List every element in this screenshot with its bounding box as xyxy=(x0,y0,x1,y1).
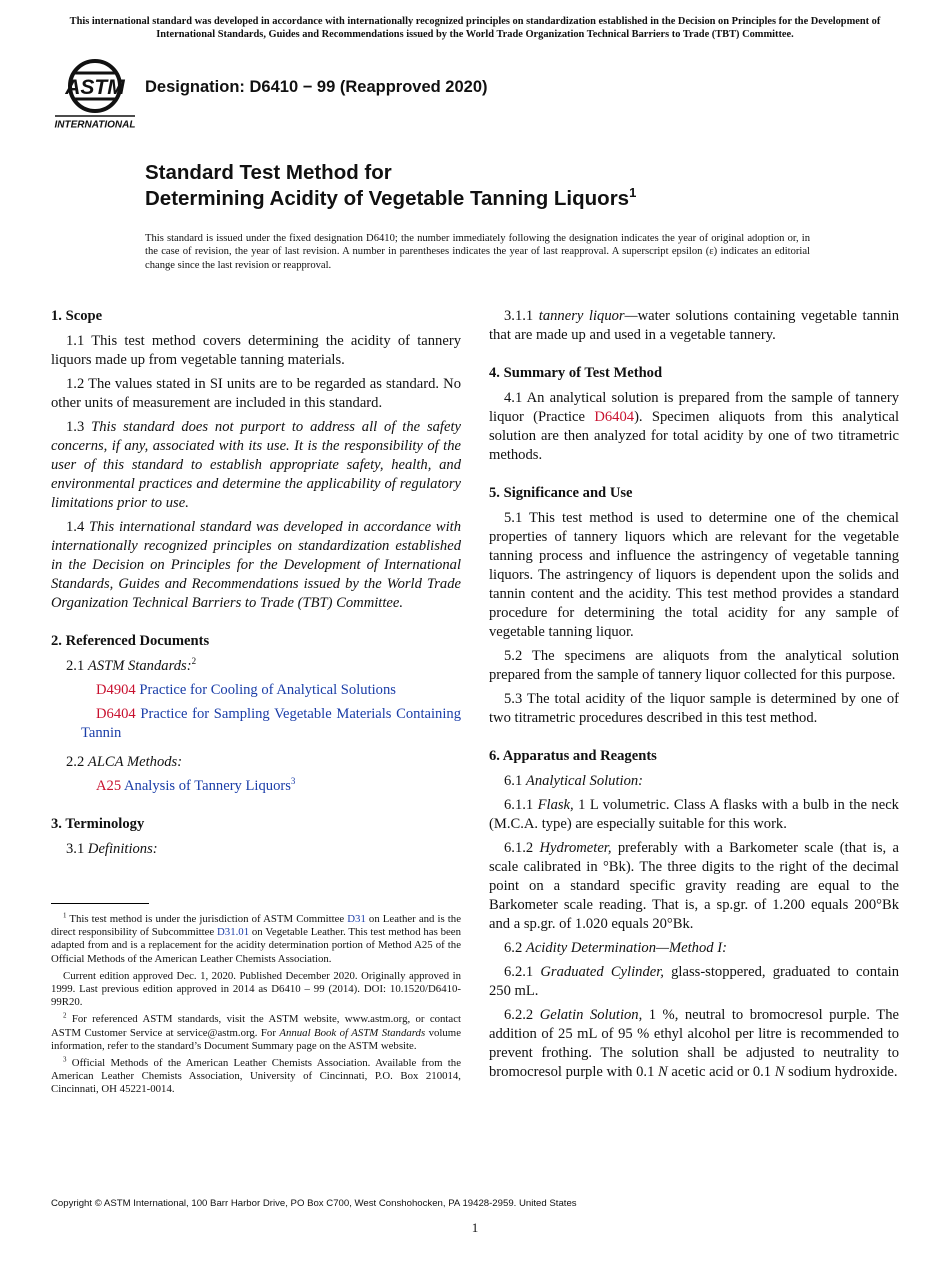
d31-link[interactable]: D31 xyxy=(347,913,366,925)
para-6-1: 6.1 Analytical Solution: xyxy=(504,773,644,789)
ref-d6404[interactable] xyxy=(51,705,461,743)
title-footnote-mark: 1 xyxy=(629,185,637,201)
title-line-2 xyxy=(145,186,636,212)
para-6-2-1: 6.2.1 Graduated Cylinder, glass-stoppered, graduated to contain 250 mL. xyxy=(489,964,899,999)
copyright-notice: Copyright © ASTM International, 100 Barr Harbor Drive, PO Box C700, West Conshohocken, PA 19428-2959. United States xyxy=(51,1198,577,1209)
astm-international-logo xyxy=(54,56,136,134)
astm-logo-icon xyxy=(54,56,136,134)
title-line-1: Standard Test Method for xyxy=(145,161,392,184)
para-1-4: 1.4 This international standard was developed in accordance with internationally recognized principles on standardization established in the Decision on Principles for the Development of International Standards, Guides and Recommendations issued by the World Trade Organization Technical Barriers to Trade (TBT) Committee. xyxy=(51,519,462,611)
footnote-3: $^3$ Official Methods of the American Leather Chemists Association. Available from the American Leather Chemists Association, University of Cincinnati, P.O. Box 210014, Cincinnati, OH 45221-0014. xyxy=(51,1055,461,1096)
para-1-2: 1.2 The values stated in SI units are to be regarded as standard. No other units of measurement are included in this standard. xyxy=(51,376,461,411)
para-4-1: 4.1 An analytical solution is prepared from the sample of tannery liquor (Practice D6404). Specimen aliquots from this analytical solution are then analyzed for total acidity by one of two titrametric methods. xyxy=(489,390,900,463)
logo-wordmark: ASTM xyxy=(65,76,125,99)
document-title xyxy=(145,160,636,212)
section-heading-referenced-documents: 2. Referenced Documents xyxy=(51,633,210,649)
ref-title-link[interactable]: Practice for Sampling Vegetable Materials Containing Tannin xyxy=(81,706,461,741)
ref-d4904[interactable] xyxy=(51,681,461,700)
d6404-link[interactable]: D6404 xyxy=(594,409,635,425)
para-6-2: 6.2 Acidity Determination—Method I: xyxy=(504,940,727,956)
page-number: 1 xyxy=(471,1220,479,1235)
right-column xyxy=(489,307,899,1087)
section-heading-summary: 4. Summary of Test Method xyxy=(489,365,663,381)
ref-title-link[interactable]: Practice for Cooling of Analytical Solutions xyxy=(139,682,396,698)
ref-title-link[interactable]: Analysis of Tannery Liquors xyxy=(123,778,291,794)
ref-code-link[interactable]: D6404 xyxy=(96,706,136,722)
footnote-1: $^1$ This test method is under the jurisdiction of ASTM Committee D31 on Leather and is the direct responsibility of Subcommittee D31.01 on Vegetable Leather. This test method has been adapted from and is a replacement for the acidity determination portion of Method A25 of the Official Methods of the American Leather Chemists Association. xyxy=(51,911,462,965)
section-heading-significance: 5. Significance and Use xyxy=(489,485,633,501)
ref-code-link[interactable]: A25 xyxy=(96,778,122,794)
designation: Designation: D6410 − 99 (Reapproved 2020) xyxy=(145,78,488,96)
footnote-divider xyxy=(51,903,149,904)
footnote-2: $^2$ For referenced ASTM standards, visit the ASTM website, www.astm.org, or contact ASTM Customer Service at service@astm.org. For Annual Book of ASTM Standards volume information, refer to the standard’s Document Summary page on the ASTM website. xyxy=(51,1011,461,1052)
para-5-2: 5.2 The specimens are aliquots from the analytical solution prepared from the sample of tannery liquor collected for this purpose. xyxy=(489,648,899,683)
para-5-1: 5.1 This test method is used to determine one of the chemical properties of tannery liquors which are relevant for the vegetable tanning process and influence the astringency of vegetable tanning liquors. The astringency of liquors is dependent upon the solids and tannin content and the acidity. This test method provides a standard procedure for determining the total acidity for any sample of vegetable tanning liquor. xyxy=(489,510,899,640)
section-heading-terminology: 3. Terminology xyxy=(51,816,145,832)
issued-note: This standard is issued under the fixed designation D6410; the number immediately following the designation indicates the year of original adoption or, in the case of revision, the year of last revision. A number in parentheses indicates the year of last reapproval. A superscript epsilon (ε) indicates an editorial change since the last revision or reapproval. xyxy=(145,233,810,271)
footnotes xyxy=(51,913,461,1101)
d31-01-link[interactable]: D31.01 xyxy=(217,926,250,939)
section-heading-apparatus: 6. Apparatus and Reagents xyxy=(489,748,657,764)
left-column xyxy=(51,307,461,864)
ref-code-link[interactable]: D4904 xyxy=(96,682,136,698)
para-2-2: 2.2 ALCA Methods: xyxy=(66,754,183,770)
para-1-3: 1.3 This standard does not purport to address all of the safety concerns, if any, associated with its use. It is the responsibility of the user of this standard to establish appropriate safety, health, and environmental practices and determine the applicability of regulatory limitations prior to use. xyxy=(51,419,461,511)
section-heading-scope: 1. Scope xyxy=(51,308,103,324)
para-1-1: 1.1 This test method covers determining the acidity of tannery liquors made up from vegetable tanning materials. xyxy=(51,333,461,368)
logo-subtitle: INTERNATIONAL xyxy=(54,119,136,131)
para-6-1-2: 6.1.2 Hydrometer, preferably with a Barkometer scale (that is, a scale calibrated in °Bk). The three digits to the right of the decimal point on a standard specific gravity reading are equal to the Barkometer scale reading. That is, a sp.gr. of 1.200 equals 200°Bk and a sp.gr. of 1.020 equals 20°Bk. xyxy=(489,840,899,932)
para-3-1-1: 3.1.1 tannery liquor—water solutions containing vegetable tannin that are made up and used in a vegetable tannery. xyxy=(489,308,899,343)
para-5-3: 5.3 The total acidity of the liquor sample is determined by one of two titrametric procedures described in this test method. xyxy=(489,691,899,726)
international-standard-notice: This international standard was developed in accordance with internationally recognized principles on standardization established in the Decision on Principles for the Development of International Standards, Guides and Recommendations issued by the World Trade Organization Technical Barriers to Trade (TBT) Committee. xyxy=(69,16,881,40)
para-6-1-1: 6.1.1 Flask, 1 L volumetric. Class A flasks with a bulb in the neck (M.C.A. type) are especially suitable for this work. xyxy=(489,797,899,832)
title-text: Determining Acidity of Vegetable Tanning Liquors xyxy=(145,187,630,210)
para-2-1: 2.1 ASTM Standards:$^2$ xyxy=(66,656,197,674)
edition-note: Current edition approved Dec. 1, 2020. Published December 2020. Originally approved in 1999. Last previous edition approved in 2014 as D6410 – 99 (2014). DOI: 10.1520/D6410-99R20. xyxy=(51,969,461,1009)
para-3-1: 3.1 Definitions: xyxy=(66,841,158,857)
para-6-2-2: 6.2.2 Gelatin Solution, 1 %, neutral to bromocresol purple. The addition of 25 mL of 95 % ethyl alcohol per litre is recommended to prevent frothing. The solution shall be adjusted to neutrality to bromocresol purple with 0.1 N acetic acid or 0.1 N sodium hydroxide. xyxy=(489,1007,899,1080)
ref-a25[interactable]: A25 Analysis of Tannery Liquors$^3$ xyxy=(96,776,296,794)
